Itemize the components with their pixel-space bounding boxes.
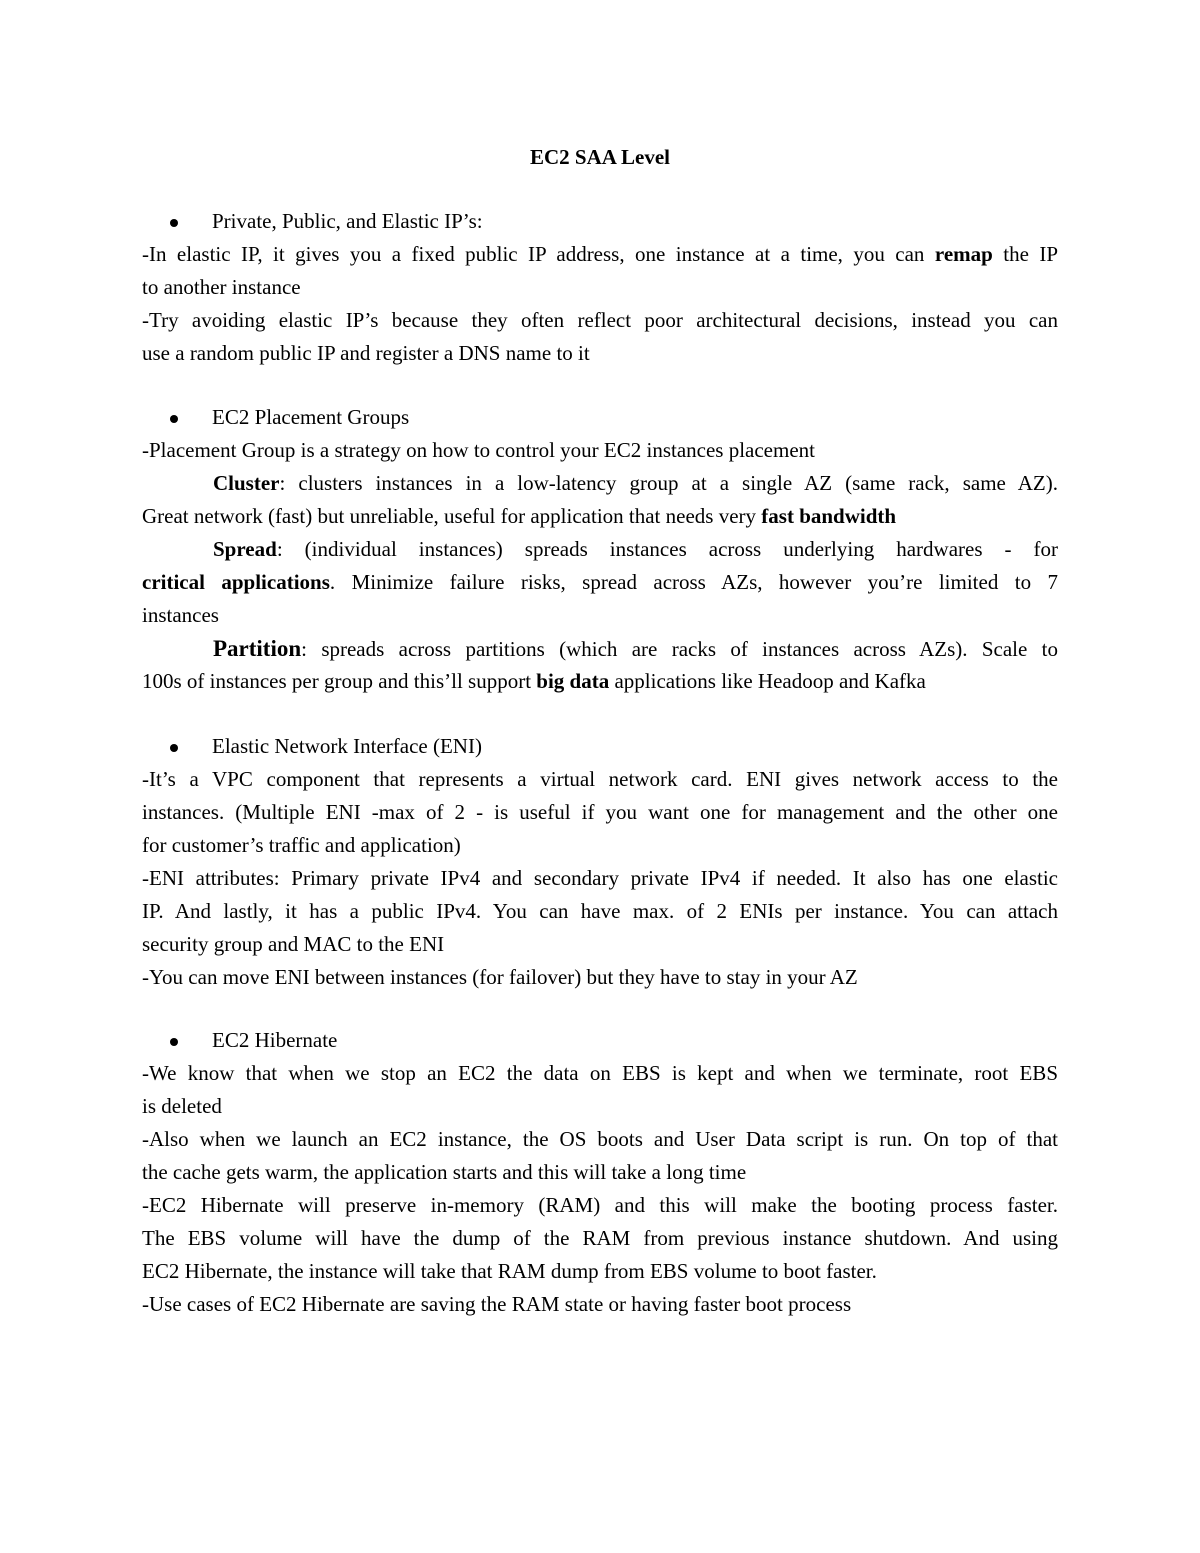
paragraph-line: -Also when we launch an EC2 instance, the OS boots and User Data script is run. On top of that bbox=[142, 1127, 1058, 1151]
bold-text: critical applications bbox=[142, 570, 330, 594]
text-run: -In elastic IP, it gives you a fixed public IP address, one instance at a time, you can bbox=[142, 242, 925, 266]
paragraph-line: -It’s a VPC component that represents a virtual network card. ENI gives network access to the bbox=[142, 767, 1058, 791]
text-run: : clusters instances in a low-latency group at a single AZ (same rack, same AZ). bbox=[279, 471, 1058, 495]
bullet-icon bbox=[170, 744, 178, 752]
bold-text: remap bbox=[934, 242, 993, 266]
paragraph-line: -Try avoiding elastic IP’s because they often reflect poor architectural decisions, instead you can bbox=[142, 308, 1058, 332]
bullet-icon bbox=[170, 415, 178, 423]
paragraph-line: for customer’s traffic and application) bbox=[142, 833, 461, 857]
paragraph-line bbox=[142, 566, 1058, 599]
paragraph-line: The EBS volume will have the dump of the RAM from previous instance shutdown. And using bbox=[142, 1226, 1058, 1250]
text-run: . Minimize failure risks, spread across AZs, however you’re limited to 7 bbox=[329, 570, 1058, 594]
paragraph-line: EC2 Hibernate, the instance will take that RAM dump from EBS volume to boot faster. bbox=[142, 1259, 877, 1283]
paragraph-line: -EC2 Hibernate will preserve in-memory (RAM) and this will make the booting process faster. bbox=[142, 1193, 1058, 1217]
section-heading: EC2 Hibernate bbox=[212, 1028, 338, 1052]
paragraph-line: -You can move ENI between instances (for failover) but they have to stay in your AZ bbox=[142, 965, 858, 989]
paragraph-line: instances. (Multiple ENI -max of 2 - is useful if you want one for management and the other one bbox=[142, 800, 1058, 824]
bold-text: fast bandwidth bbox=[761, 504, 897, 528]
paragraph-line bbox=[142, 500, 1058, 533]
section-body-elastic-ip bbox=[142, 238, 1058, 370]
section-heading: EC2 Placement Groups bbox=[212, 405, 410, 429]
paragraph-line: use a random public IP and register a DNS name to it bbox=[142, 341, 590, 365]
bold-text: big data bbox=[536, 669, 610, 693]
section-heading: Elastic Network Interface (ENI) bbox=[212, 734, 482, 758]
bullet-icon bbox=[170, 219, 178, 227]
paragraph-line: -Use cases of EC2 Hibernate are saving the RAM state or having faster boot process bbox=[142, 1292, 852, 1316]
text-run: 100s of instances per group and this’ll support bbox=[142, 669, 532, 693]
section-body-placement-groups bbox=[142, 434, 1058, 698]
text-run: the IP bbox=[1003, 242, 1059, 266]
text-run: : spreads across partitions (which are racks of instances across AZs). Scale to bbox=[301, 637, 1058, 661]
paragraph-line: instances bbox=[142, 603, 219, 627]
section-heading: Private, Public, and Elastic IP’s: bbox=[212, 209, 483, 233]
paragraph-line bbox=[142, 665, 1058, 698]
paragraph-line: to another instance bbox=[142, 275, 301, 299]
term-cluster: Cluster bbox=[213, 471, 280, 495]
paragraph-line bbox=[142, 632, 1058, 665]
paragraph-line bbox=[142, 467, 1058, 500]
page-title: EC2 SAA Level bbox=[529, 145, 670, 169]
text-run: Great network (fast) but unreliable, useful for application that needs very bbox=[142, 504, 757, 528]
text-run: applications like Headoop and Kafka bbox=[614, 669, 926, 693]
paragraph-line bbox=[142, 533, 1058, 566]
paragraph-line: -We know that when we stop an EC2 the data on EBS is kept and when we terminate, root EBS bbox=[142, 1061, 1058, 1085]
paragraph-line: security group and MAC to the ENI bbox=[142, 932, 445, 956]
term-spread: Spread bbox=[213, 537, 277, 561]
term-partition: Partition bbox=[213, 636, 302, 661]
section-body-eni bbox=[142, 763, 1058, 994]
paragraph-line: is deleted bbox=[142, 1094, 222, 1118]
paragraph-line: IP. And lastly, it has a public IPv4. You can have max. of 2 ENIs per instance. You can attach bbox=[142, 899, 1058, 923]
text-run: : (individual instances) spreads instances across underlying hardwares - for bbox=[276, 537, 1058, 561]
paragraph-line: the cache gets warm, the application starts and this will take a long time bbox=[142, 1160, 747, 1184]
section-body-hibernate bbox=[142, 1057, 1058, 1321]
paragraph-line bbox=[142, 238, 1058, 271]
paragraph-line: -Placement Group is a strategy on how to control your EC2 instances placement bbox=[142, 438, 815, 462]
paragraph-line: -ENI attributes: Primary private IPv4 and secondary private IPv4 if needed. It also has one elastic bbox=[142, 866, 1058, 890]
bullet-icon bbox=[170, 1038, 178, 1046]
